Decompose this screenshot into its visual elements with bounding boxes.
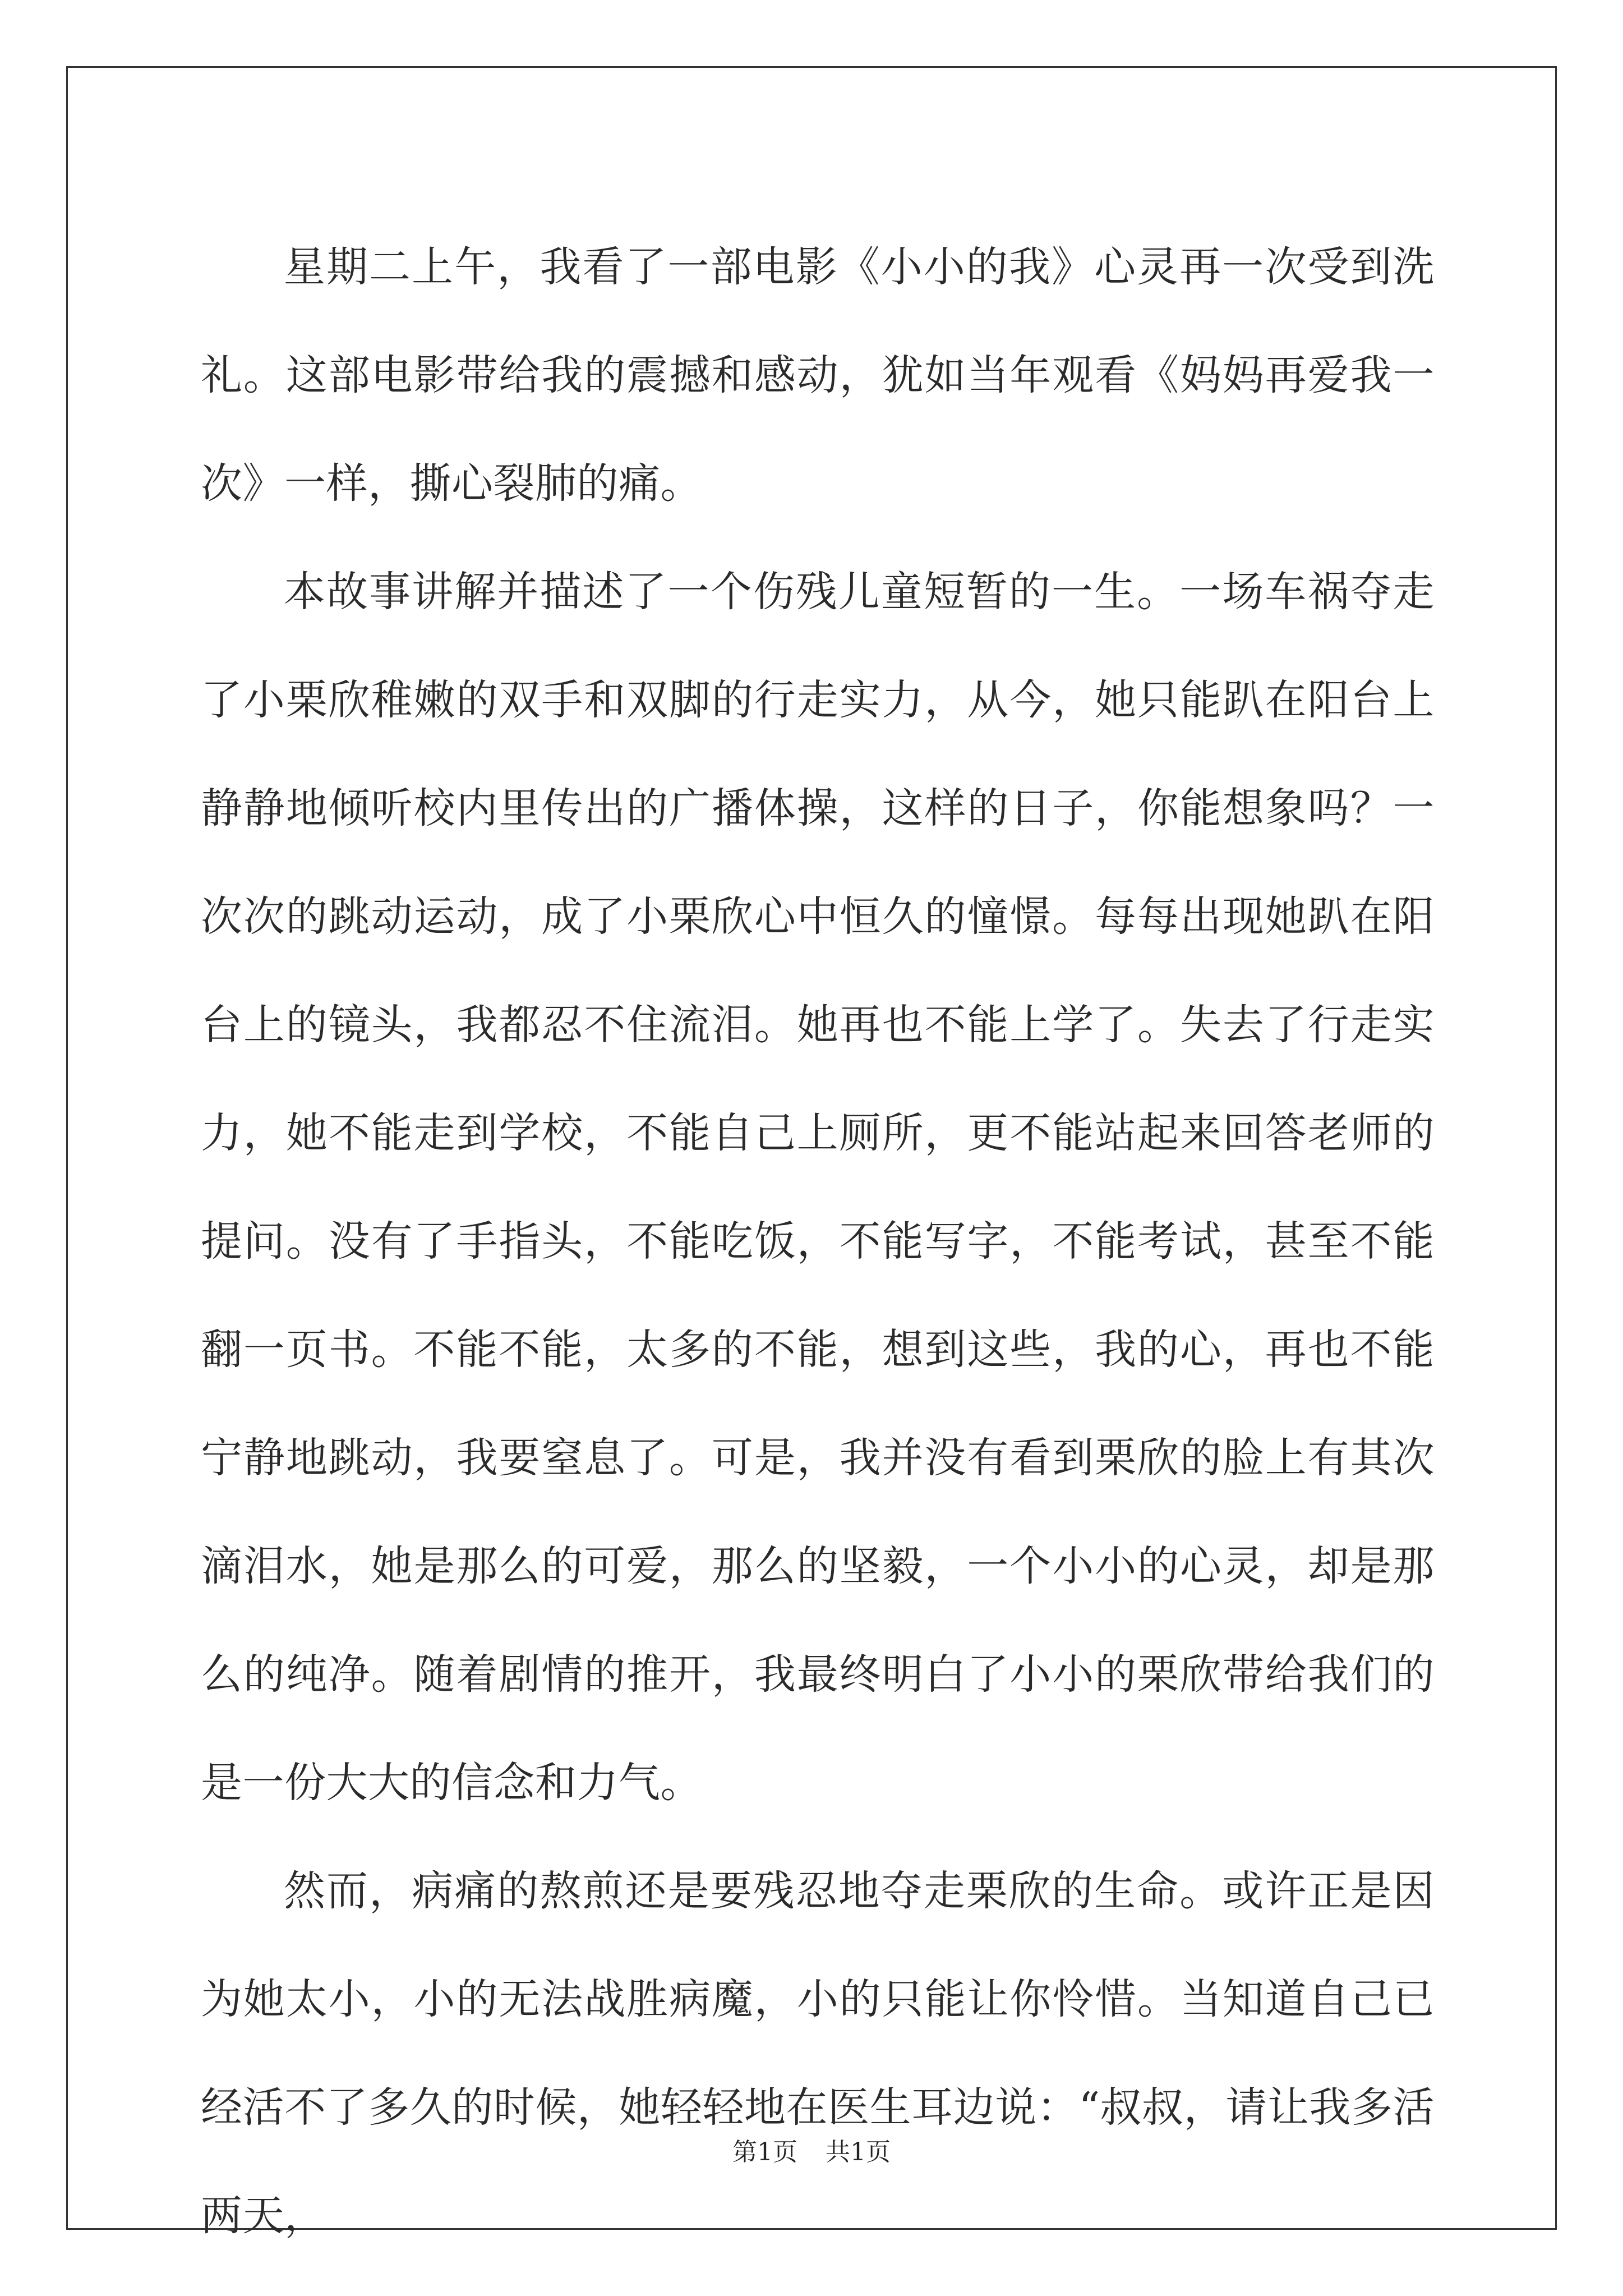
paragraph-2: 本故事讲解并描述了一个伤残儿童短暂的一生。一场车祸夺走了小栗欣稚嫩的双手和双脚的行走实力，从今，她只能趴在阳台上静静地倾听校内里传出的广播体操，这样的日子，你能想象吗？一次次的跳动运动，成了小栗欣心中恒久的憧憬。每每出现她趴在阳台上的镜头，我都忍不住流泪。她再也不能上学了。失去了行走实力，她不能走到学校，不能自己上厕所，更不能站起来回答老师的提问。没有了手指头，不能吃饭，不能写字，不能考试，甚至不能翻一页书。不能不能，太多的不能，想到这些，我的心，再也不能宁静地跳动，我要窒息了。可是，我并没有看到栗欣的脸上有其次滴泪水，她是那么的可爱，那么的坚毅，一个小小的心灵，却是那么的纯净。随着剧情的推开，我最终明白了小小的栗欣带给我们的是一份大大的信念和力气。 bbox=[201, 568, 1435, 1807]
page-footer bbox=[0, 2132, 1623, 2168]
page-total: 共1页 bbox=[826, 2138, 891, 2166]
paragraph-3: 然而，病痛的熬煎还是要残忍地夺走栗欣的生命。或许正是因为她太小，小的无法战胜病魔，小的只能让你怜惜。当知道自己已经活不了多久的时候，她轻轻地在医生耳边说：“叔叔，请让我多活两天， bbox=[201, 1867, 1435, 2240]
paragraph-1: 星期二上午，我看了一部电影《小小的我》心灵再一次受到洗礼。这部电影带给我的震撼和感动，犹如当年观看《妈妈再爱我一次》一样，撕心裂肺的痛。 bbox=[201, 243, 1435, 508]
page-number: 第1页 bbox=[732, 2138, 797, 2166]
document-body bbox=[201, 213, 1435, 2270]
